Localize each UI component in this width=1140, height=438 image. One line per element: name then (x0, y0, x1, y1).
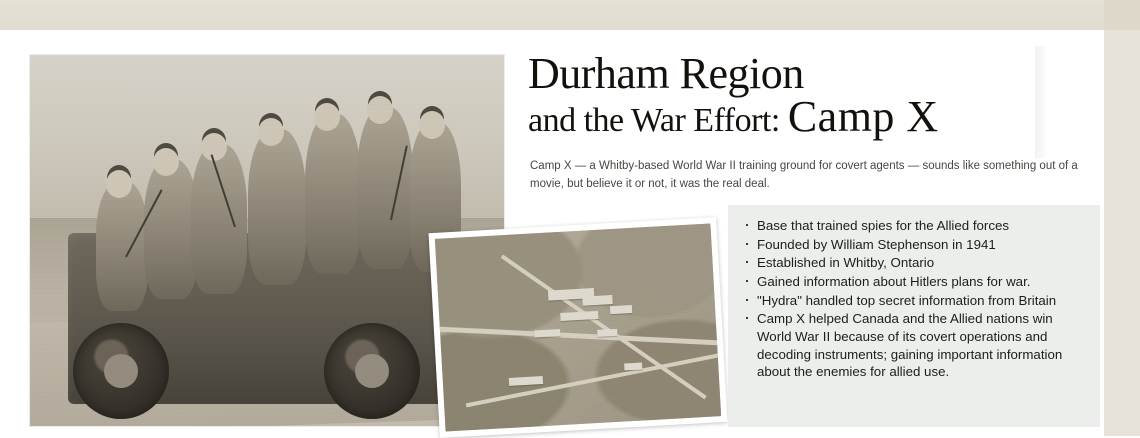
scan-seam (1035, 46, 1049, 158)
aerial-view-of-camp-photo (429, 217, 728, 438)
aerial-photo-inner (435, 223, 721, 431)
top-beige-band-inner (0, 0, 1140, 30)
top-band-right-accent (1104, 0, 1140, 30)
right-beige-margin (1104, 30, 1140, 436)
list-item: · Camp X helped Canada and the Allied nations win World War II because of its covert operations and decoding instruments; gaining important information about the enemies for allied use. (744, 310, 1086, 381)
title-line-2 (528, 92, 1048, 142)
subheading-text: Camp X — a Whitby-based World War II training ground for covert agents — sounds like something out of a movie, but believe it or not, it was the real deal. (530, 160, 1078, 190)
page-title (528, 49, 1048, 142)
list-item: · "Hydra" handled top secret information from Britain (744, 292, 1086, 310)
facts-panel (728, 205, 1100, 427)
headline-block (528, 49, 1048, 142)
title-emphasis-camp-x: Camp X (787, 92, 939, 142)
title-line-2-prefix: and the War Effort: (528, 102, 780, 140)
title-line-1: Durham Region (528, 49, 804, 98)
list-item: · Gained information about Hitlers plans for war. (744, 273, 1086, 291)
list-item: · Base that trained spies for the Allied forces (744, 217, 1086, 235)
facts-list (728, 205, 1100, 392)
top-beige-band (0, 0, 1140, 30)
aerial-grain-overlay (435, 223, 721, 431)
list-item: · Founded by William Stephenson in 1941 (744, 236, 1086, 254)
list-item: · Established in Whitby, Ontario (744, 254, 1086, 272)
